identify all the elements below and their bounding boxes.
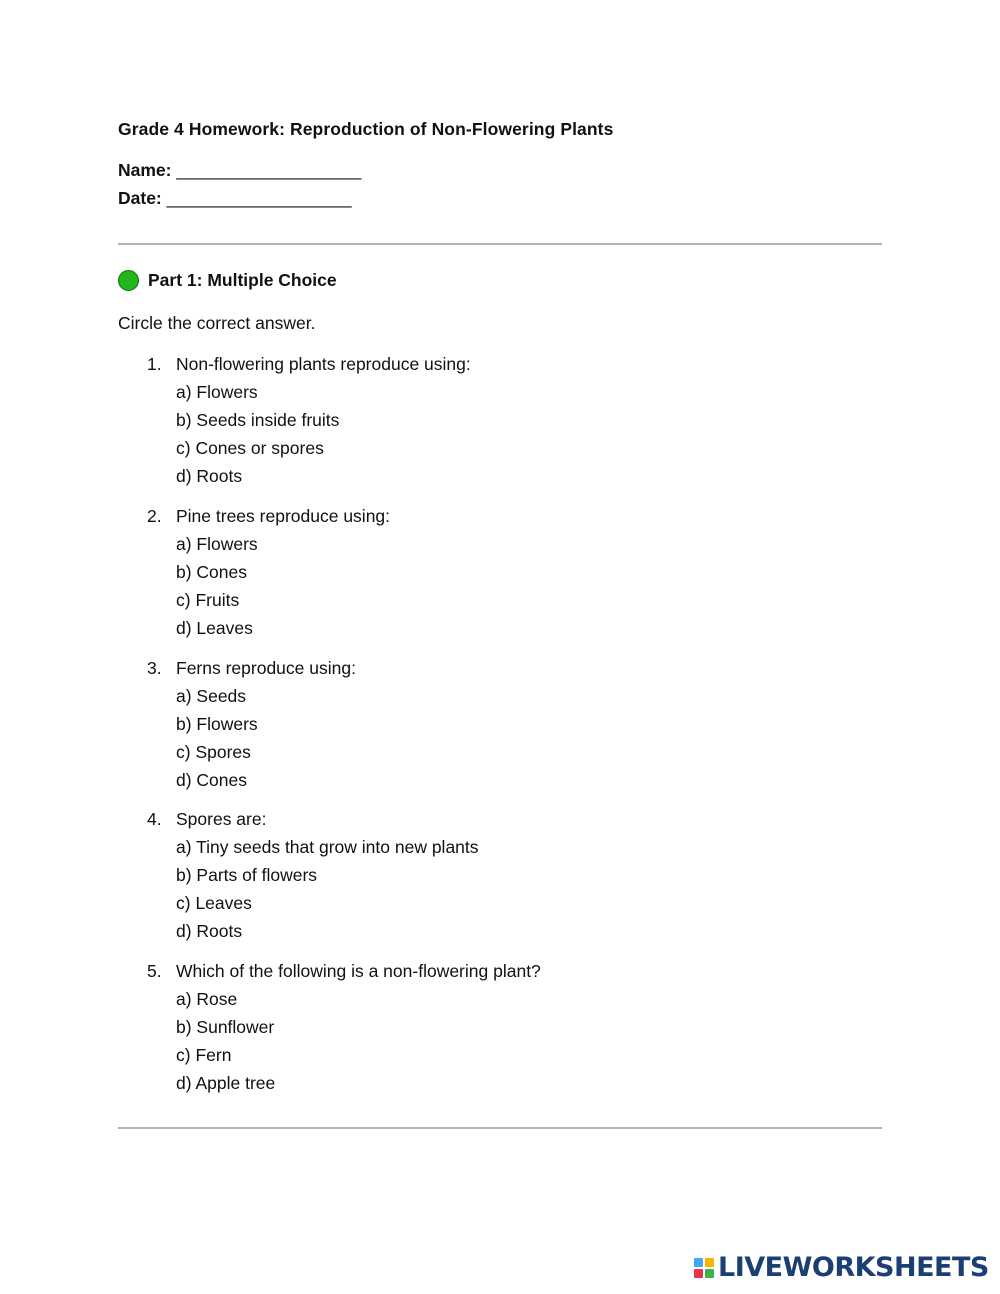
- worksheet-title: Grade 4 Homework: Reproduction of Non-Flowering Plants: [118, 119, 614, 139]
- option-b[interactable]: b) Sunflower: [176, 1017, 275, 1037]
- option-d[interactable]: d) Apple tree: [176, 1073, 276, 1093]
- top-divider: [118, 243, 882, 245]
- question-text: Spores are:: [176, 809, 267, 829]
- part1-heading: [118, 270, 337, 291]
- question-number: 2.: [147, 506, 162, 526]
- option-c[interactable]: c) Fruits: [176, 590, 240, 610]
- option-d[interactable]: d) Roots: [176, 466, 243, 486]
- question-number: 1.: [147, 354, 162, 374]
- option-c[interactable]: c) Cones or spores: [176, 438, 324, 458]
- part1-instruction: Circle the correct answer.: [118, 313, 316, 333]
- option-b[interactable]: b) Cones: [176, 562, 248, 582]
- date-field: [118, 188, 352, 209]
- option-c[interactable]: c) Spores: [176, 742, 251, 762]
- name-blank[interactable]: ___________________: [176, 160, 362, 180]
- option-a[interactable]: a) Rose: [176, 989, 238, 1009]
- bottom-divider: [118, 1127, 882, 1129]
- option-a[interactable]: a) Seeds: [176, 686, 247, 706]
- liveworksheets-logo: [694, 1254, 989, 1281]
- question-text: Ferns reproduce using:: [176, 658, 356, 678]
- option-a[interactable]: a) Flowers: [176, 382, 258, 402]
- logo-text: LIVEWORKSHEETS: [718, 1252, 989, 1283]
- option-b[interactable]: b) Seeds inside fruits: [176, 410, 340, 430]
- liveworksheets-mark-icon: [694, 1258, 714, 1278]
- option-d[interactable]: d) Leaves: [176, 618, 253, 638]
- question-number: 4.: [147, 809, 162, 829]
- question-text: Non-flowering plants reproduce using:: [176, 354, 471, 374]
- option-a[interactable]: a) Tiny seeds that grow into new plants: [176, 837, 479, 857]
- green-circle-icon: [118, 270, 139, 291]
- option-b[interactable]: b) Parts of flowers: [176, 865, 318, 885]
- name-label: Name:: [118, 160, 172, 180]
- part1-heading-text: Part 1: Multiple Choice: [148, 270, 337, 290]
- question-number: 3.: [147, 658, 162, 678]
- date-blank[interactable]: ___________________: [166, 188, 352, 208]
- option-d[interactable]: d) Roots: [176, 921, 243, 941]
- option-d[interactable]: d) Cones: [176, 770, 248, 790]
- option-a[interactable]: a) Flowers: [176, 534, 258, 554]
- option-c[interactable]: c) Leaves: [176, 893, 252, 913]
- question-text: Which of the following is a non-flowering plant?: [176, 961, 541, 981]
- question-number: 5.: [147, 961, 162, 981]
- name-field: [118, 160, 361, 181]
- question-text: Pine trees reproduce using:: [176, 506, 391, 526]
- option-b[interactable]: b) Flowers: [176, 714, 258, 734]
- option-c[interactable]: c) Fern: [176, 1045, 232, 1065]
- date-label: Date:: [118, 188, 162, 208]
